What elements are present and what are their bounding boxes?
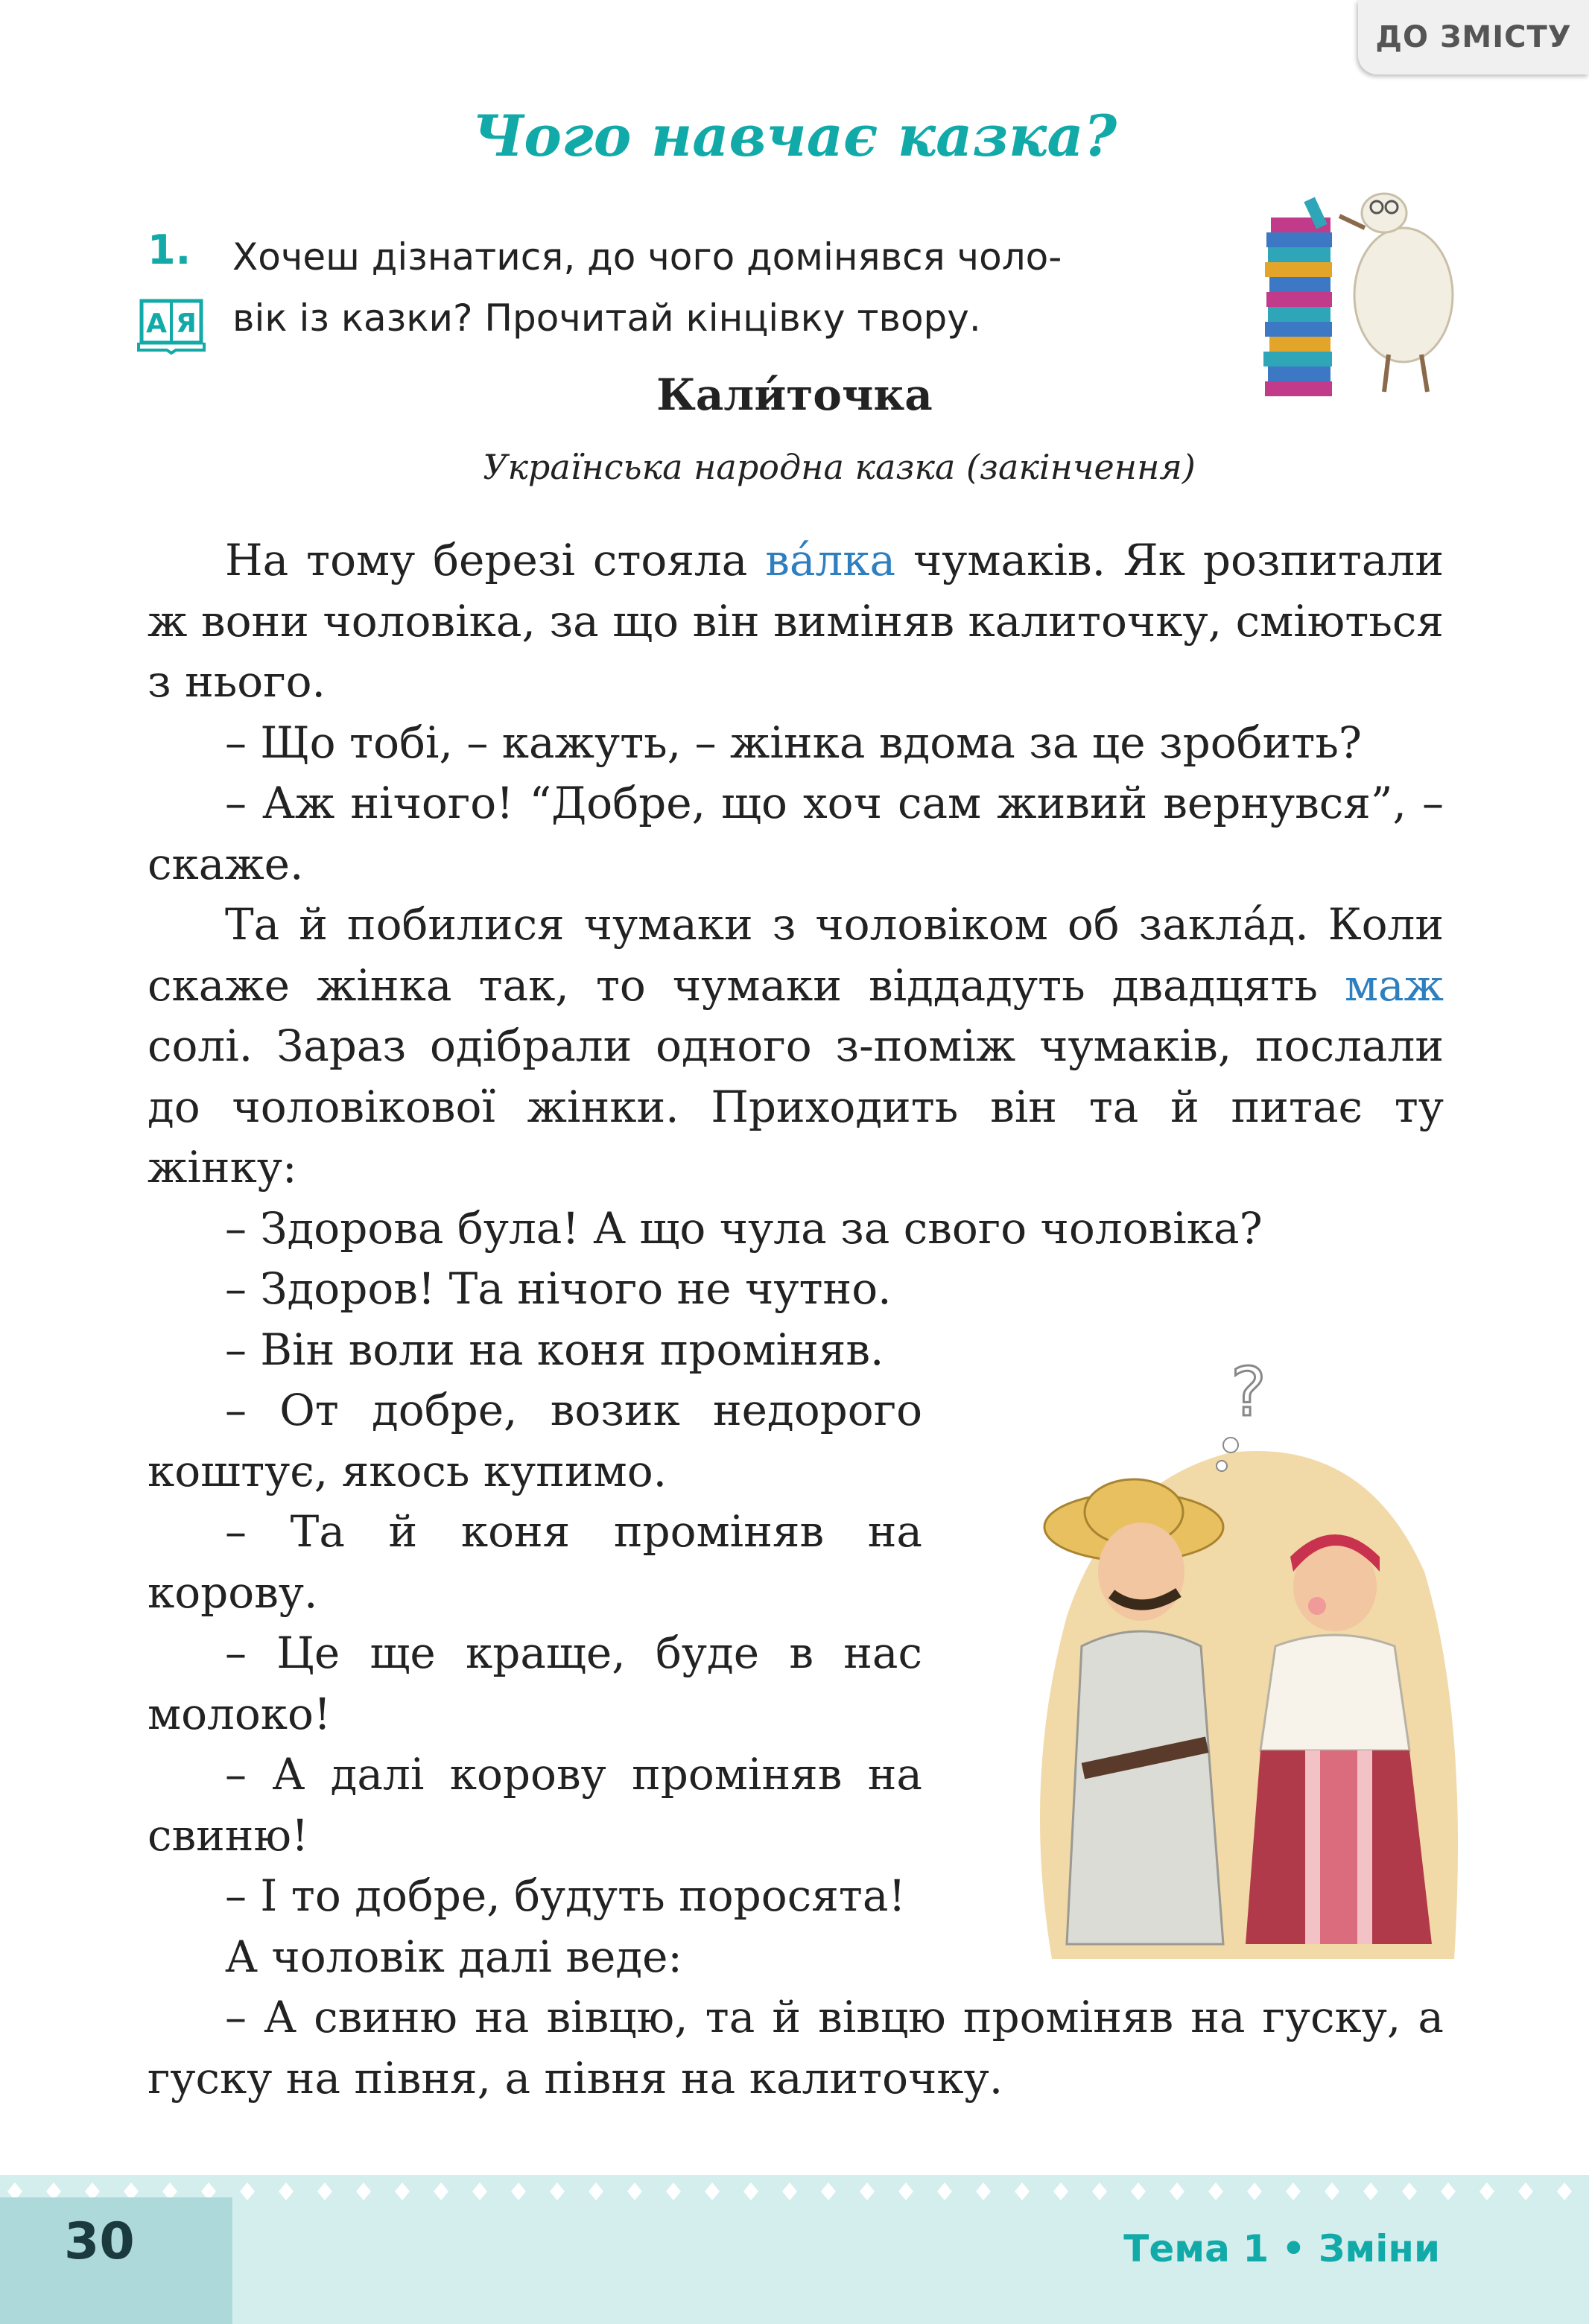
- ornament-diamond: [937, 2182, 952, 2200]
- ornament-diamond: [279, 2182, 294, 2200]
- ornament-diamond: [1479, 2182, 1494, 2200]
- task-text-line1: Хочеш дізнатися, до чого домінявся чоло-: [232, 235, 1062, 279]
- story-paragraph: А чоловік далі веде:: [225, 1931, 682, 1982]
- story-paragraph: – Аж нічого! “Добре, що хоч сам живий вернувся”, – скаже.: [148, 778, 1444, 889]
- story-paragraph: – От добре, возик недорого коштує, якось купимо.: [148, 1385, 922, 1496]
- ornament-diamond: [1286, 2182, 1301, 2200]
- story-paragraph: – Що тобі, – кажуть, – жінка вдома за це зробить?: [225, 717, 1363, 768]
- story-paragraph: – А свиню на вівцю, та й вівцю проміняв на гуску, а гуску на півня, а півня на калиточку.: [148, 1992, 1444, 2104]
- page-title: Чого навчає казка?: [472, 103, 1117, 169]
- story-paragraph: – А далі корову проміняв на свиню!: [148, 1749, 922, 1861]
- task-text: [232, 226, 1350, 349]
- ornament-diamond: [705, 2182, 720, 2200]
- footer-topic: Тема 1 • Зміни: [1123, 2227, 1440, 2270]
- dictionary-icon-label: А: [146, 308, 167, 339]
- ornament-diamond: [1402, 2182, 1417, 2200]
- couple-illustration: [1007, 1333, 1469, 1974]
- story-paragraph: – Здорова була! А що чула за свого чоловіка?: [225, 1202, 1263, 1254]
- story-paragraph: На тому березі стояла ва́лка чумаків. Як розпитали ж вони чоловіка, за що він виміняв калиточку, сміються з нього.: [148, 535, 1444, 707]
- dictionary-icon: [137, 298, 206, 355]
- ornament-diamond: [434, 2182, 448, 2200]
- glossary-word[interactable]: маж: [1344, 959, 1444, 1011]
- glossary-word[interactable]: ва́лка: [765, 535, 896, 585]
- ornament-diamond: [743, 2182, 758, 2200]
- task-text-line2: вік із казки? Прочитай кінцівку твору.: [232, 296, 981, 340]
- toc-button[interactable]: ДО ЗМІСТУ: [1358, 0, 1589, 74]
- ornament-diamond: [1518, 2182, 1533, 2200]
- svg-text:?: ?: [1231, 1353, 1266, 1432]
- page-number: 30: [64, 2212, 135, 2271]
- ornament-diamond: [317, 2182, 332, 2200]
- ornament-diamond: [472, 2182, 487, 2200]
- ornament-diamond: [240, 2182, 255, 2200]
- ornament-diamond: [1325, 2182, 1339, 2200]
- ornament-diamond: [1363, 2182, 1378, 2200]
- ornament-diamond: [511, 2182, 526, 2200]
- ornament-diamond: [898, 2182, 913, 2200]
- ornament-diamond: [589, 2182, 603, 2200]
- ornament-diamond: [1441, 2182, 1456, 2200]
- story-paragraph: – Здоров! Та нічого не чутно.: [225, 1263, 892, 1314]
- story-subtitle: Українська народна казка (закінчення): [483, 447, 1196, 487]
- ornament-diamond: [1170, 2182, 1184, 2200]
- footer-ornament: [0, 2177, 1589, 2206]
- story-title: Кали́точка: [656, 369, 933, 420]
- ornament-diamond: [1092, 2182, 1107, 2200]
- ornament-diamond: [1247, 2182, 1262, 2200]
- ornament-diamond: [666, 2182, 681, 2200]
- ornament-diamond: [860, 2182, 875, 2200]
- ornament-diamond: [1131, 2182, 1146, 2200]
- story-paragraph: – І то добре, будуть поросята!: [225, 1870, 906, 1921]
- ornament-diamond: [395, 2182, 410, 2200]
- ornament-diamond: [550, 2182, 565, 2200]
- ornament-diamond: [821, 2182, 836, 2200]
- ornament-diamond: [1053, 2182, 1068, 2200]
- story-paragraph: Та й побилися чумаки з чоловіком об закла́д. Коли скаже жінка так, то чумаки віддадуть двадцять маж солі. Зараз одібрали одного з-поміж чумаків, послали до чоловікової жінки. Приходить він та й питає ту жінку:: [148, 899, 1444, 1193]
- ornament-diamond: [1208, 2182, 1223, 2200]
- ornament-diamond: [1557, 2182, 1572, 2200]
- story-paragraph: – Він воли на коня проміняв.: [225, 1324, 884, 1375]
- task-number: 1.: [148, 226, 191, 273]
- ornament-diamond: [356, 2182, 371, 2200]
- ornament-diamond: [782, 2182, 797, 2200]
- story-paragraph: – Це ще краще, буде в нас молоко!: [148, 1628, 922, 1739]
- ornament-diamond: [627, 2182, 642, 2200]
- svg-text:Я: Я: [176, 308, 197, 339]
- ornament-diamond: [1015, 2182, 1030, 2200]
- ornament-diamond: [976, 2182, 991, 2200]
- story-paragraph: – Та й коня проміняв на корову.: [148, 1506, 922, 1618]
